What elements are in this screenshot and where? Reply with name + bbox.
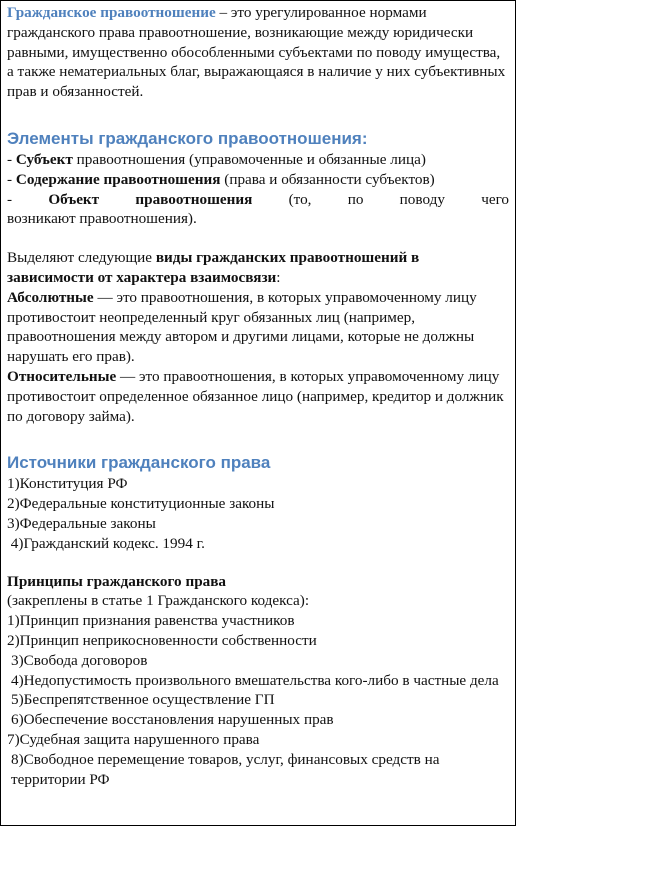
principles-item: 8)Свободное перемещение товаров, услуг, финансовых средств на территории РФ — [11, 750, 440, 788]
principles-item: 2)Принцип неприкосновенности собственности — [7, 631, 317, 649]
kinds-relative: Относительные — это правоотношения, в которых управомоченному лицу противостоит определенное обязанное лицо (например, кредитор и должник по договору займа). — [7, 367, 504, 425]
kinds-absolute: Абсолютные — это правоотношения, в которых управомоченному лицу противостоит неопределенный круг обязанных лиц (например, правоотношения между автором и другими лицами, которые не должны нарушать его прав). — [7, 288, 477, 366]
elements-item-subject: - Субъект правоотношения (управомоченные и обязанные лица) — [7, 150, 426, 168]
sources-item: 4)Гражданский кодекс. 1994 г. — [7, 534, 205, 552]
sources-item: 2)Федеральные конституционные законы — [7, 495, 275, 513]
elements-item-object: - Объект правоотношения (то, по поводу чего — [7, 190, 510, 208]
definition-term: Гражданское правоотношение — [7, 4, 216, 21]
definition-paragraph — [7, 3, 509, 102]
sources-heading: Источники гражданского права — [7, 453, 271, 473]
principles-subheading: (закреплены в статье 1 Гражданского кодекса): — [7, 592, 310, 610]
elements-heading: Элементы гражданского правоотношения: — [7, 128, 368, 148]
sources-item: 1)Конституция РФ — [7, 475, 128, 493]
definition-text: – это урегулированное нормами гражданского права правоотношение, возникающие между юридически равными, имущественно обособленными субъектами по поводу имущества, а также нематериальных благ, выражающаяся в наличие у них субъективных прав и обязанностей. — [7, 4, 506, 101]
principles-item: 7)Судебная защита нарушенного права — [7, 730, 260, 748]
principles-item: 4)Недопустимость произвольного вмешательства кого-либо в частные дела — [11, 671, 499, 689]
principles-heading: Принципы гражданского права — [7, 572, 227, 590]
principles-item: 5)Беспрепятственное осуществление ГП — [11, 691, 275, 709]
elements-item-content: - Содержание правоотношения (права и обязанности субъектов) — [7, 170, 435, 188]
sources-item: 3)Федеральные законы — [7, 514, 156, 532]
principles-item: 6)Обеспечение восстановления нарушенных прав — [11, 711, 334, 729]
elements-item-object-cont: возникают правоотношения). — [7, 210, 197, 228]
principles-item: 3)Свобода договоров — [11, 651, 148, 669]
principles-item: 1)Принцип признания равенства участников — [7, 612, 295, 630]
kinds-intro: Выделяют следующие виды гражданских правоотношений в зависимости от характера взаимосвязи: — [7, 249, 420, 286]
